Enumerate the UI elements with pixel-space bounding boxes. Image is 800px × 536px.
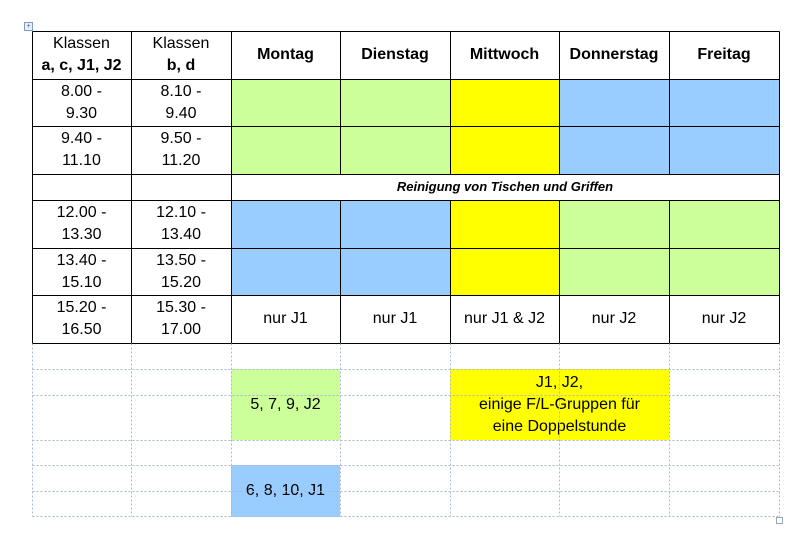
time-a-5-to: 16.50 xyxy=(61,321,102,338)
legend-yellow-line1: J1, J2, xyxy=(535,373,584,391)
time-b-3-to: 13.40 xyxy=(160,226,202,243)
legend-yellow-line2: einige F/L-Gruppen für xyxy=(479,395,640,413)
header-wednesday: Mittwoch xyxy=(469,46,540,63)
time-a-4 xyxy=(32,248,131,295)
time-a-3 xyxy=(32,200,131,248)
time-b-3 xyxy=(131,200,231,248)
time-a-5 xyxy=(32,295,131,343)
table-resize-handle[interactable] xyxy=(776,517,783,524)
time-a-1 xyxy=(32,79,131,126)
legend-green-label: 5, 7, 9, J2 xyxy=(250,395,321,413)
header-classes-bd-label: Klassen xyxy=(152,35,210,52)
time-a-2-to: 11.10 xyxy=(62,152,101,169)
time-b-2-to: 11.20 xyxy=(161,152,201,169)
header-tuesday: Dienstag xyxy=(361,46,429,63)
header-classes-ac xyxy=(32,31,131,79)
header-monday: Montag xyxy=(257,46,314,63)
last-slot-friday: nur J2 xyxy=(701,310,747,327)
last-slot-tuesday: nur J1 xyxy=(372,310,418,327)
time-b-4 xyxy=(131,248,231,295)
time-a-4-to: 15.10 xyxy=(61,273,102,291)
time-b-2 xyxy=(131,126,231,174)
time-b-4-from: 13.50 - xyxy=(156,251,206,269)
header-classes-ac-label: Klassen xyxy=(53,35,110,52)
last-slot-thursday: nur J2 xyxy=(591,310,637,327)
time-b-1-from: 8.10 - xyxy=(160,82,202,100)
last-slot-monday: nur J1 xyxy=(263,310,308,327)
header-classes-bd-groups: b, d xyxy=(166,57,196,74)
time-a-2 xyxy=(32,126,131,174)
header-classes-ac-groups: a, c, J1, J2 xyxy=(41,57,122,74)
legend-blue-label: 6, 8, 10, J1 xyxy=(245,482,326,499)
time-b-3-from: 12.10 - xyxy=(156,204,206,221)
time-a-3-from: 12.00 - xyxy=(56,204,107,221)
time-a-1-to: 9.30 xyxy=(65,104,98,122)
time-b-5-to: 17.00 xyxy=(160,321,202,338)
time-b-5 xyxy=(131,295,231,343)
last-slot-wednesday: nur J1 & J2 xyxy=(464,310,545,327)
header-friday: Freitag xyxy=(697,46,751,63)
time-a-5-from: 15.20 - xyxy=(56,299,107,316)
header-classes-bd xyxy=(131,31,231,79)
time-a-3-to: 13.30 xyxy=(61,226,102,243)
table-move-handle[interactable]: + xyxy=(24,22,33,31)
time-b-5-from: 15.30 - xyxy=(156,299,206,316)
time-b-4-to: 15.20 xyxy=(160,273,202,291)
time-a-4-from: 13.40 - xyxy=(56,251,107,269)
time-a-2-from: 9.40 - xyxy=(61,130,102,147)
time-a-1-from: 8.00 - xyxy=(61,82,102,100)
header-thursday: Donnerstag xyxy=(569,46,659,63)
cleaning-note: Reinigung von Tischen und Griffen xyxy=(396,179,614,194)
legend-yellow-line3: eine Doppelstunde xyxy=(492,417,627,435)
time-b-2-from: 9.50 - xyxy=(160,130,202,147)
time-b-1 xyxy=(131,79,231,126)
time-b-1-to: 9.40 xyxy=(165,104,197,122)
